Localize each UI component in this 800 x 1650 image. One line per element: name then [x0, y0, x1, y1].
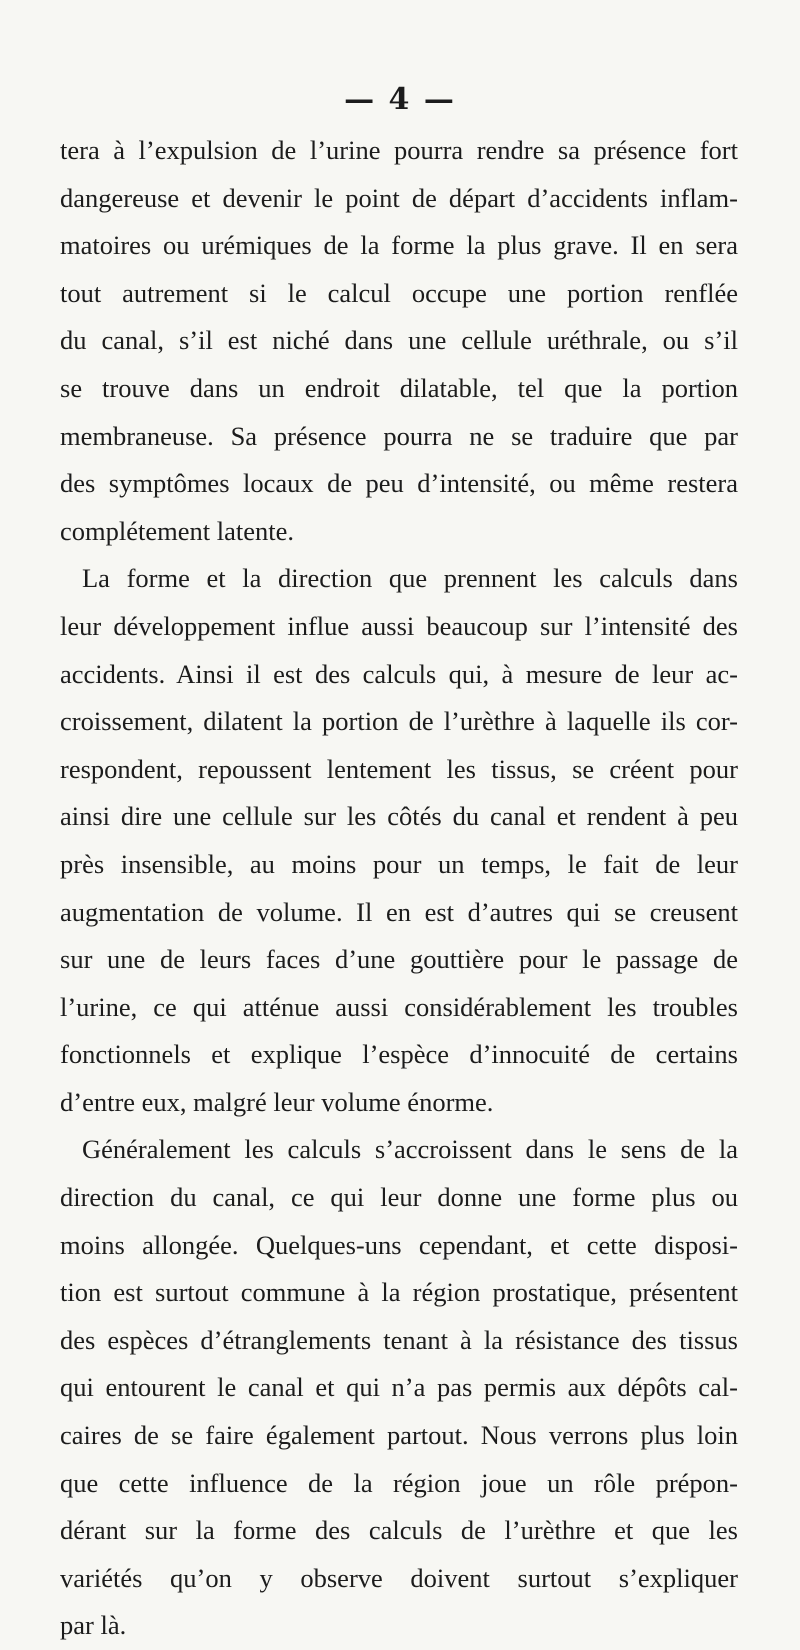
- body-text: [60, 127, 738, 1650]
- text-line: sur une de leurs faces d’une gouttière pour le passage de: [60, 944, 738, 975]
- text-line: du canal, s’il est niché dans une cellule uréthrale, ou s’il: [60, 325, 738, 356]
- text-line: respondent, repoussent lentement les tissus, se créent pour: [60, 753, 738, 784]
- text-line: augmentation de volume. Il en est d’autres qui se creusent: [60, 896, 738, 927]
- text-line: caires de se faire également partout. Nous verrons plus loin: [60, 1420, 738, 1451]
- text-line: dangereuse et devenir le point de départ d’accidents inflam-: [60, 182, 738, 213]
- text-line: croissement, dilatent la portion de l’urèthre à laquelle ils cor-: [60, 706, 738, 737]
- text-line: La forme et la direction que prennent les calculs dans: [82, 563, 738, 594]
- text-line: des espèces d’étranglements tenant à la résistance des tissus: [60, 1324, 738, 1355]
- text-line: variétés qu’on y observe doivent surtout s’expliquer: [60, 1562, 738, 1593]
- text-line: près insensible, au moins pour un temps, le fait de leur: [60, 848, 738, 879]
- text-line: complétement latente.: [60, 515, 294, 546]
- text-line: d’entre eux, malgré leur volume énorme.: [60, 1086, 494, 1117]
- text-line: l’urine, ce qui atténue aussi considérablement les troubles: [60, 991, 738, 1022]
- text-line: leur développement influe aussi beaucoup sur l’intensité des: [60, 610, 738, 641]
- text-line: ainsi dire une cellule sur les côtés du canal et rendent à peu: [60, 801, 738, 832]
- text-line: qui entourent le canal et qui n’a pas permis aux dépôts cal-: [60, 1372, 738, 1403]
- text-line: membraneuse. Sa présence pourra ne se traduire que par: [60, 420, 738, 451]
- text-line: que cette influence de la région joue un rôle prépon-: [60, 1467, 738, 1498]
- text-line: direction du canal, ce qui leur donne une forme plus ou: [60, 1182, 738, 1213]
- text-line: fonctionnels et explique l’espèce d’innocuité de certains: [60, 1039, 738, 1070]
- text-line: accidents. Ainsi il est des calculs qui, à mesure de leur ac-: [60, 658, 738, 689]
- text-line: se trouve dans un endroit dilatable, tel que la portion: [60, 372, 738, 403]
- text-line: moins allongée. Quelques-uns cependant, et cette disposi-: [60, 1229, 738, 1260]
- text-line: tion est surtout commune à la région prostatique, présentent: [60, 1277, 738, 1308]
- text-line: des symptômes locaux de peu d’intensité, ou même restera: [60, 468, 738, 499]
- page-number: — 4 —: [344, 82, 456, 117]
- text-line: Généralement les calculs s’accroissent dans le sens de la: [82, 1134, 738, 1165]
- text-line: dérant sur la forme des calculs de l’urèthre et que les: [60, 1515, 738, 1546]
- text-line: par là.: [60, 1610, 127, 1641]
- text-line: tera à l’expulsion de l’urine pourra rendre sa présence fort: [60, 135, 738, 165]
- text-line: tout autrement si le calcul occupe une portion renflée: [60, 277, 738, 308]
- text-line: matoires ou urémiques de la forme la plus grave. Il en sera: [60, 230, 738, 261]
